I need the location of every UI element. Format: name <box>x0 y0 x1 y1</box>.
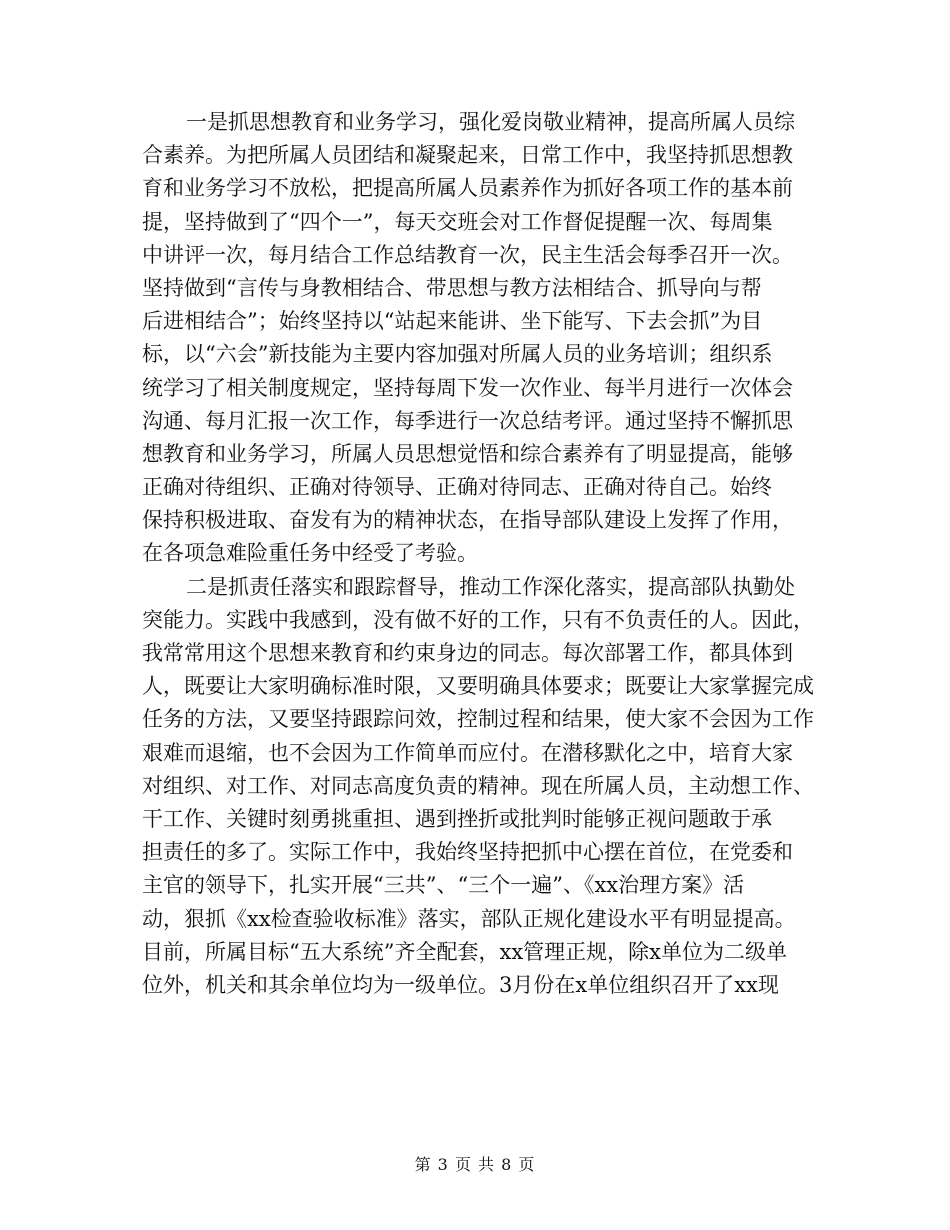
text-line: 正确对待组织、正确对待领导、正确对待同志、正确对待自己。始终 <box>142 475 772 500</box>
text-line: 想教育和业务学习，所属人员思想觉悟和综合素养有了明显提高，能够 <box>142 441 793 466</box>
text-line: 沟通、每月汇报一次工作，每季进行一次总结考评。通过坚持不懈抓思 <box>142 408 793 433</box>
text-line: 标，以“六会”新技能为主要内容加强对所属人员的业务培训；组织系 <box>142 342 773 367</box>
text-line: 任务的方法，又要坚持跟踪问效，控制过程和结果，使大家不会因为工作 <box>142 707 814 732</box>
text-line: 对组织、对工作、对同志高度负责的精神。现在所属人员，主动想工作、 <box>142 773 814 798</box>
text-line: 艰难而退缩，也不会因为工作简单而应付。在潜移默化之中，培育大家 <box>142 740 793 765</box>
page-footer: 第 3 页 共 8 页 <box>414 1155 536 1174</box>
text-line: 突能力。实践中我感到，没有做不好的工作，只有不负责任的人。因此， <box>142 607 814 632</box>
text-line: 担责任的多了。实际工作中，我始终坚持把抓中心摆在首位，在党委和 <box>142 840 793 865</box>
text-line: 目前，所属目标“五大系统”齐全配套，xx管理正规，除x单位为二级单 <box>142 939 787 964</box>
text-line: 一是抓思想教育和业务学习，强化爱岗敬业精神，提高所属人员综 <box>186 110 795 134</box>
text-line: 人，既要让大家明确标准时限，又要明确具体要求；既要让大家掌握完成 <box>142 674 814 699</box>
text-line: 坚持做到“言传与身教相结合、带思想与教方法相结合、抓导向与帮 <box>142 275 762 300</box>
text-line: 保持积极进取、奋发有为的精神状态，在指导部队建设上发挥了作用， <box>142 508 793 533</box>
document-body <box>142 106 822 1002</box>
text-line: 动，狠抓《xx检查验收标准》落实，部队正规化建设水平有明显提高。 <box>142 906 796 931</box>
text-line: 主官的领导下，扎实开展“三共”、“三个一遍”、《xx治理方案》活 <box>142 873 745 898</box>
text-line: 提，坚持做到了“四个一”，每天交班会对工作督促提醒一次、每周集 <box>142 209 773 234</box>
text-line: 合素养。为把所属人员团结和凝聚起来，日常工作中，我坚持抓思想教 <box>142 143 793 168</box>
text-line: 二是抓责任落实和跟踪督导，推动工作深化落实，提高部队执勤处 <box>186 574 795 599</box>
text-line: 统学习了相关制度规定，坚持每周下发一次作业、每半月进行一次体会 <box>142 375 793 400</box>
text-line: 干工作、关键时刻勇挑重担、遇到挫折或批判时能够正视问题敢于承 <box>142 806 772 831</box>
text-line: 中讲评一次，每月结合工作总结教育一次，民主生活会每季召开一次。 <box>142 242 793 267</box>
text-line: 位外，机关和其余单位均为一级单位。3月份在x单位组织召开了xx现 <box>142 972 779 997</box>
text-line: 育和业务学习不放松，把提高所属人员素养作为抓好各项工作的基本前 <box>142 176 793 201</box>
text-line: 我常常用这个思想来教育和约束身边的同志。每次部署工作，都具体到 <box>142 641 793 665</box>
text-line: 在各项急难险重任务中经受了考验。 <box>142 541 478 566</box>
text-line: 后进相结合”；始终坚持以“站起来能讲、坐下能写、下去会抓”为目 <box>142 309 763 334</box>
